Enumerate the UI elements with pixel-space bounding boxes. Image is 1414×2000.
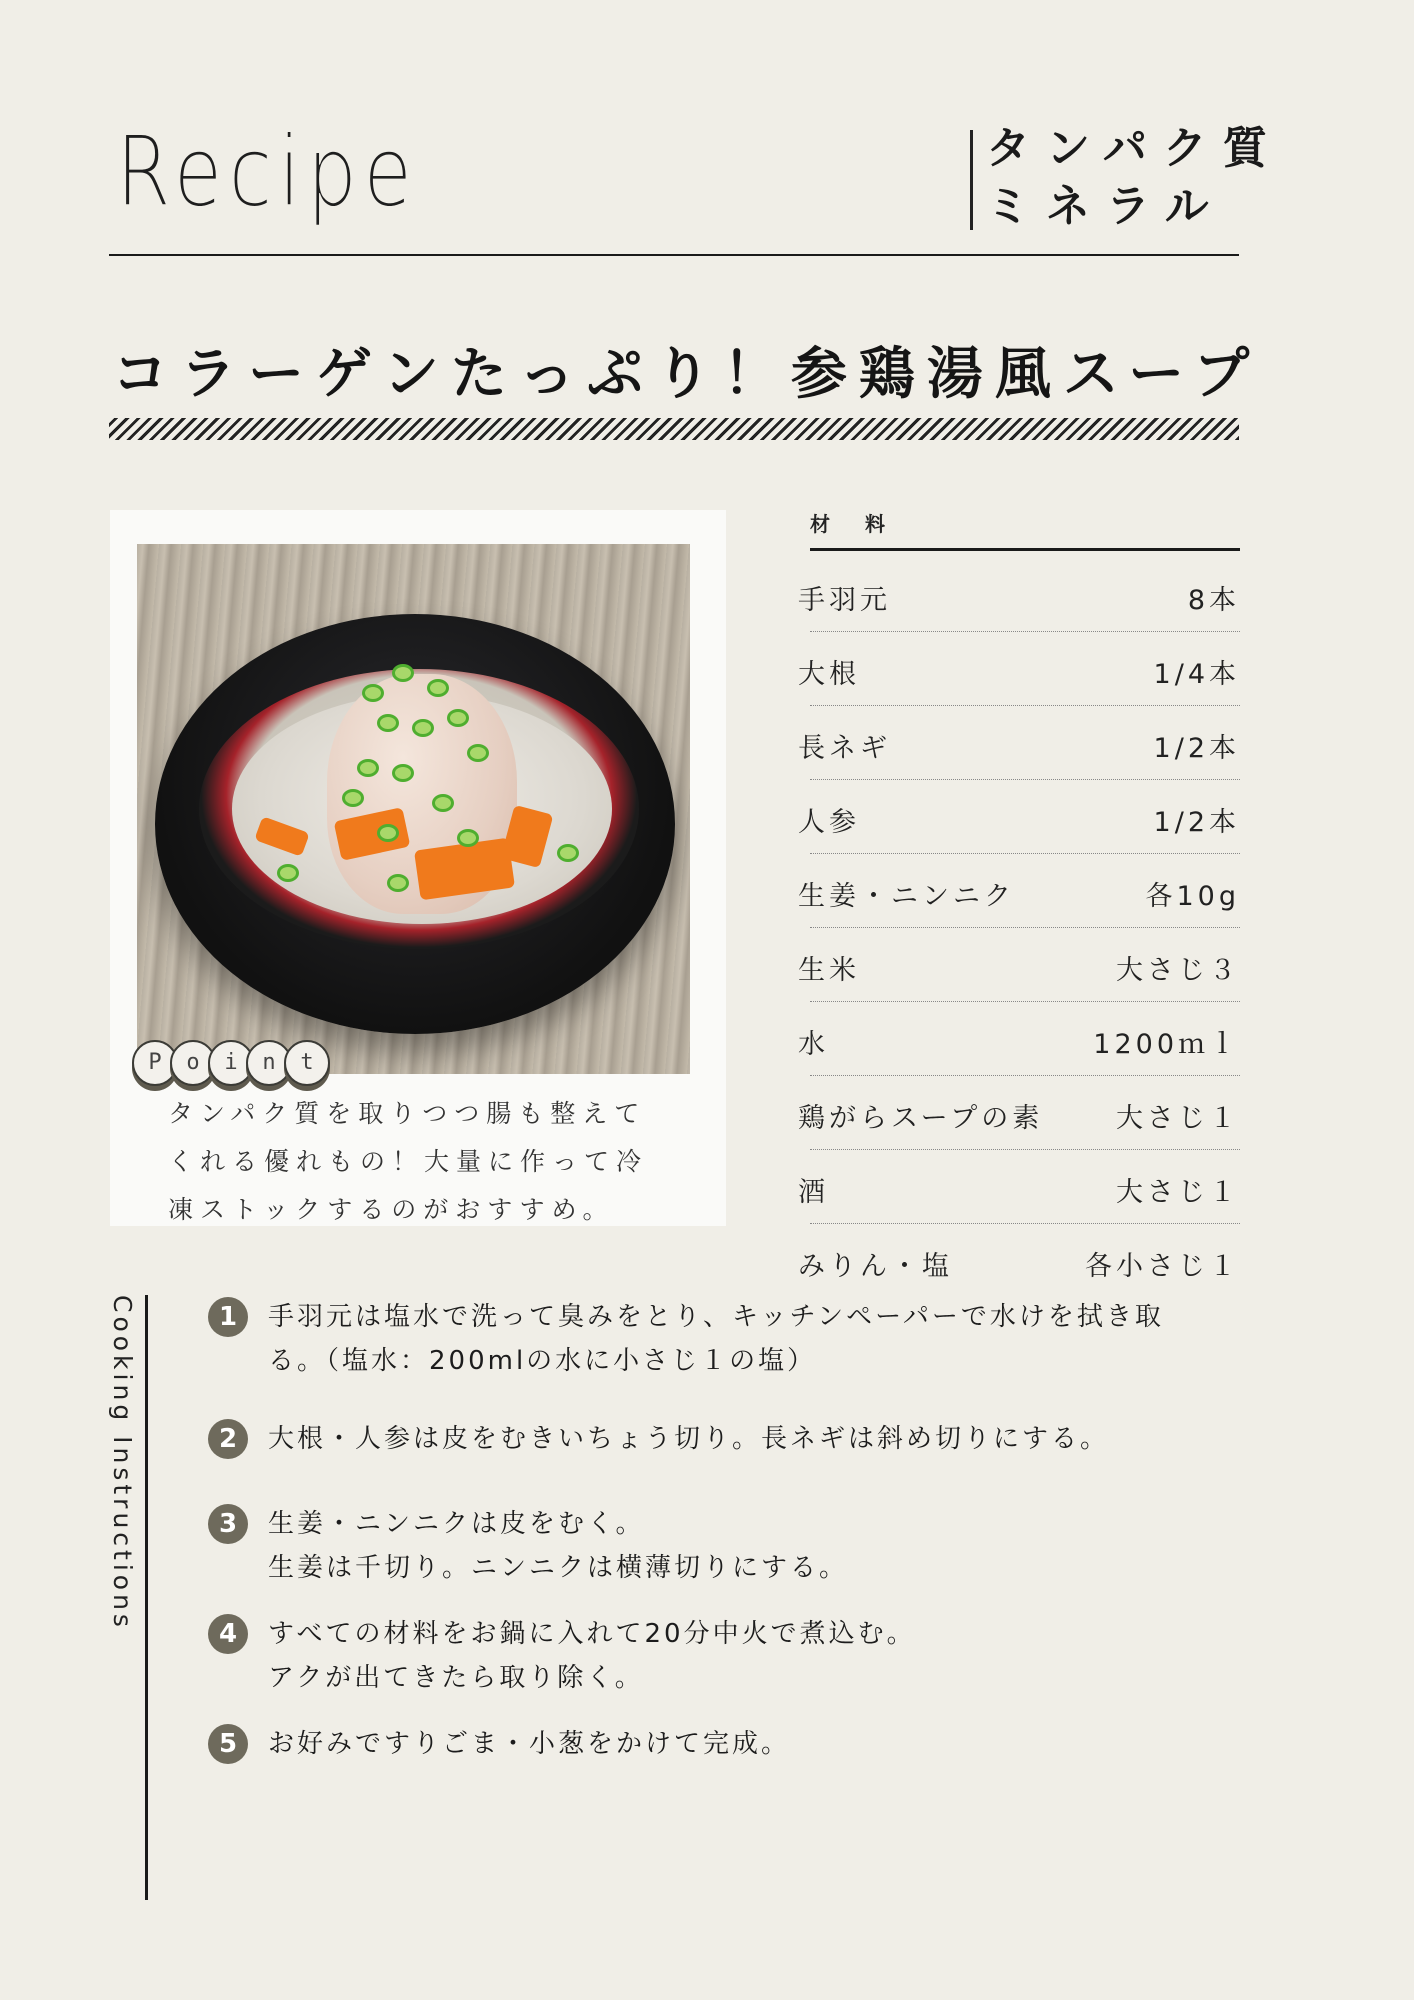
step-text	[268, 1612, 1258, 1700]
point-badge	[132, 1040, 332, 1090]
step-line: 生姜・ニンニクは皮をむく。	[268, 1509, 645, 1539]
dish-photo	[137, 544, 690, 1074]
nutrient-mineral: ミネラル	[986, 181, 1225, 232]
point-badge-letter: P	[132, 1040, 178, 1086]
ingredient-row	[798, 1150, 1240, 1224]
nutrient-divider	[970, 130, 973, 230]
ingredient-name: 手羽元	[798, 585, 891, 616]
scallion	[357, 759, 379, 777]
ingredient-row	[798, 854, 1240, 928]
step-number: 2	[208, 1419, 248, 1459]
instruction-step	[208, 1295, 1258, 1383]
point-badge-letter: t	[284, 1040, 330, 1086]
scallion	[342, 789, 364, 807]
scallion	[457, 829, 479, 847]
scallion	[412, 719, 434, 737]
step-text	[268, 1722, 1258, 1766]
ingredient-name: 人参	[798, 807, 860, 838]
ingredient-row	[798, 1002, 1240, 1076]
point-line: くれる優れもの！大量に作って冷	[168, 1147, 649, 1176]
instruction-step	[208, 1722, 1258, 1766]
nutrient-tags	[986, 120, 1286, 236]
ingredient-qty: 大さじ３	[1116, 955, 1240, 986]
ingredient-name: 酒	[798, 1177, 829, 1208]
step-line: る。（塩水：200mlの水に小さじ１の塩）	[268, 1346, 817, 1376]
ingredient-row	[798, 780, 1240, 854]
ingredient-name: 水	[798, 1029, 829, 1060]
point-line: 凍ストックするのがおすすめ。	[168, 1195, 615, 1224]
instruction-step	[208, 1612, 1258, 1700]
scallion	[427, 679, 449, 697]
step-line: 手羽元は塩水で洗って臭みをとり、キッチンペーパーで水けを拭き取	[268, 1302, 1164, 1332]
point-line: タンパク質を取りつつ腸も整えて	[168, 1099, 647, 1128]
ingredient-name: 長ネギ	[798, 733, 891, 764]
cooking-instructions-label: Cooking Instructions	[108, 1295, 137, 1631]
step-line: すべての材料をお鍋に入れて20分中火で煮込む。	[268, 1619, 916, 1649]
instruction-step	[208, 1417, 1258, 1461]
ingredient-qty: 8本	[1187, 585, 1240, 616]
step-text	[268, 1502, 1258, 1590]
scallion	[377, 824, 399, 842]
ingredients-heading-rule	[810, 548, 1240, 551]
scallion	[557, 844, 579, 862]
ingredient-name: 生米	[798, 955, 860, 986]
scallion	[392, 764, 414, 782]
scallion	[277, 864, 299, 882]
scallion	[362, 684, 384, 702]
step-text	[268, 1295, 1258, 1383]
header-divider	[109, 254, 1239, 256]
ingredient-qty: 1200ｍｌ	[1093, 1029, 1240, 1060]
ingredient-qty: 各10g	[1145, 881, 1240, 912]
ingredient-name: 生姜・ニンニク	[798, 881, 1015, 912]
step-number: 4	[208, 1614, 248, 1654]
step-number: 3	[208, 1504, 248, 1544]
hatched-divider	[109, 418, 1239, 440]
point-badge-letter: i	[208, 1040, 254, 1086]
ingredient-row	[798, 1076, 1240, 1150]
ingredient-name: みりん・塩	[798, 1251, 953, 1282]
ingredient-qty: 1/2本	[1153, 733, 1240, 764]
step-line: 生姜は千切り。ニンニクは横薄切りにする。	[268, 1553, 849, 1583]
step-number: 1	[208, 1297, 248, 1337]
dish-title: コラーゲンたっぷり！参鶏湯風スープ	[112, 342, 1262, 407]
page-title: Recipe	[116, 116, 419, 228]
scallion	[392, 664, 414, 682]
step-line: お好みですりごま・小葱をかけて完成。	[268, 1729, 791, 1759]
scallion	[387, 874, 409, 892]
ingredient-qty: 各小さじ１	[1085, 1251, 1240, 1282]
ingredient-qty: 1/2本	[1153, 807, 1240, 838]
scallion	[432, 794, 454, 812]
point-text	[168, 1090, 688, 1234]
ingredient-row	[798, 558, 1240, 632]
step-text	[268, 1417, 1258, 1461]
ingredient-qty: 1/4本	[1153, 659, 1240, 690]
scallion	[467, 744, 489, 762]
ingredients-list	[798, 558, 1240, 1297]
step-line: アクが出てきたら取り除く。	[268, 1663, 644, 1693]
ingredient-qty: 大さじ１	[1116, 1177, 1240, 1208]
scallion	[447, 709, 469, 727]
ingredient-name: 鶏がらスープの素	[798, 1103, 1044, 1134]
step-number: 5	[208, 1724, 248, 1764]
instruction-step	[208, 1502, 1258, 1590]
ingredient-name: 大根	[798, 659, 860, 690]
ingredient-row	[798, 1224, 1240, 1297]
point-badge-letter: n	[246, 1040, 292, 1086]
nutrient-protein: タンパク質	[986, 123, 1283, 174]
ingredients-heading: 材 料	[810, 512, 899, 536]
ingredient-row	[798, 632, 1240, 706]
point-badge-letter: o	[170, 1040, 216, 1086]
step-line: 大根・人参は皮をむきいちょう切り。長ネギは斜め切りにする。	[268, 1424, 1110, 1454]
scallion	[377, 714, 399, 732]
ingredient-qty: 大さじ１	[1116, 1103, 1240, 1134]
ingredient-row	[798, 706, 1240, 780]
ingredient-row	[798, 928, 1240, 1002]
instructions-side-rule	[145, 1295, 148, 1900]
